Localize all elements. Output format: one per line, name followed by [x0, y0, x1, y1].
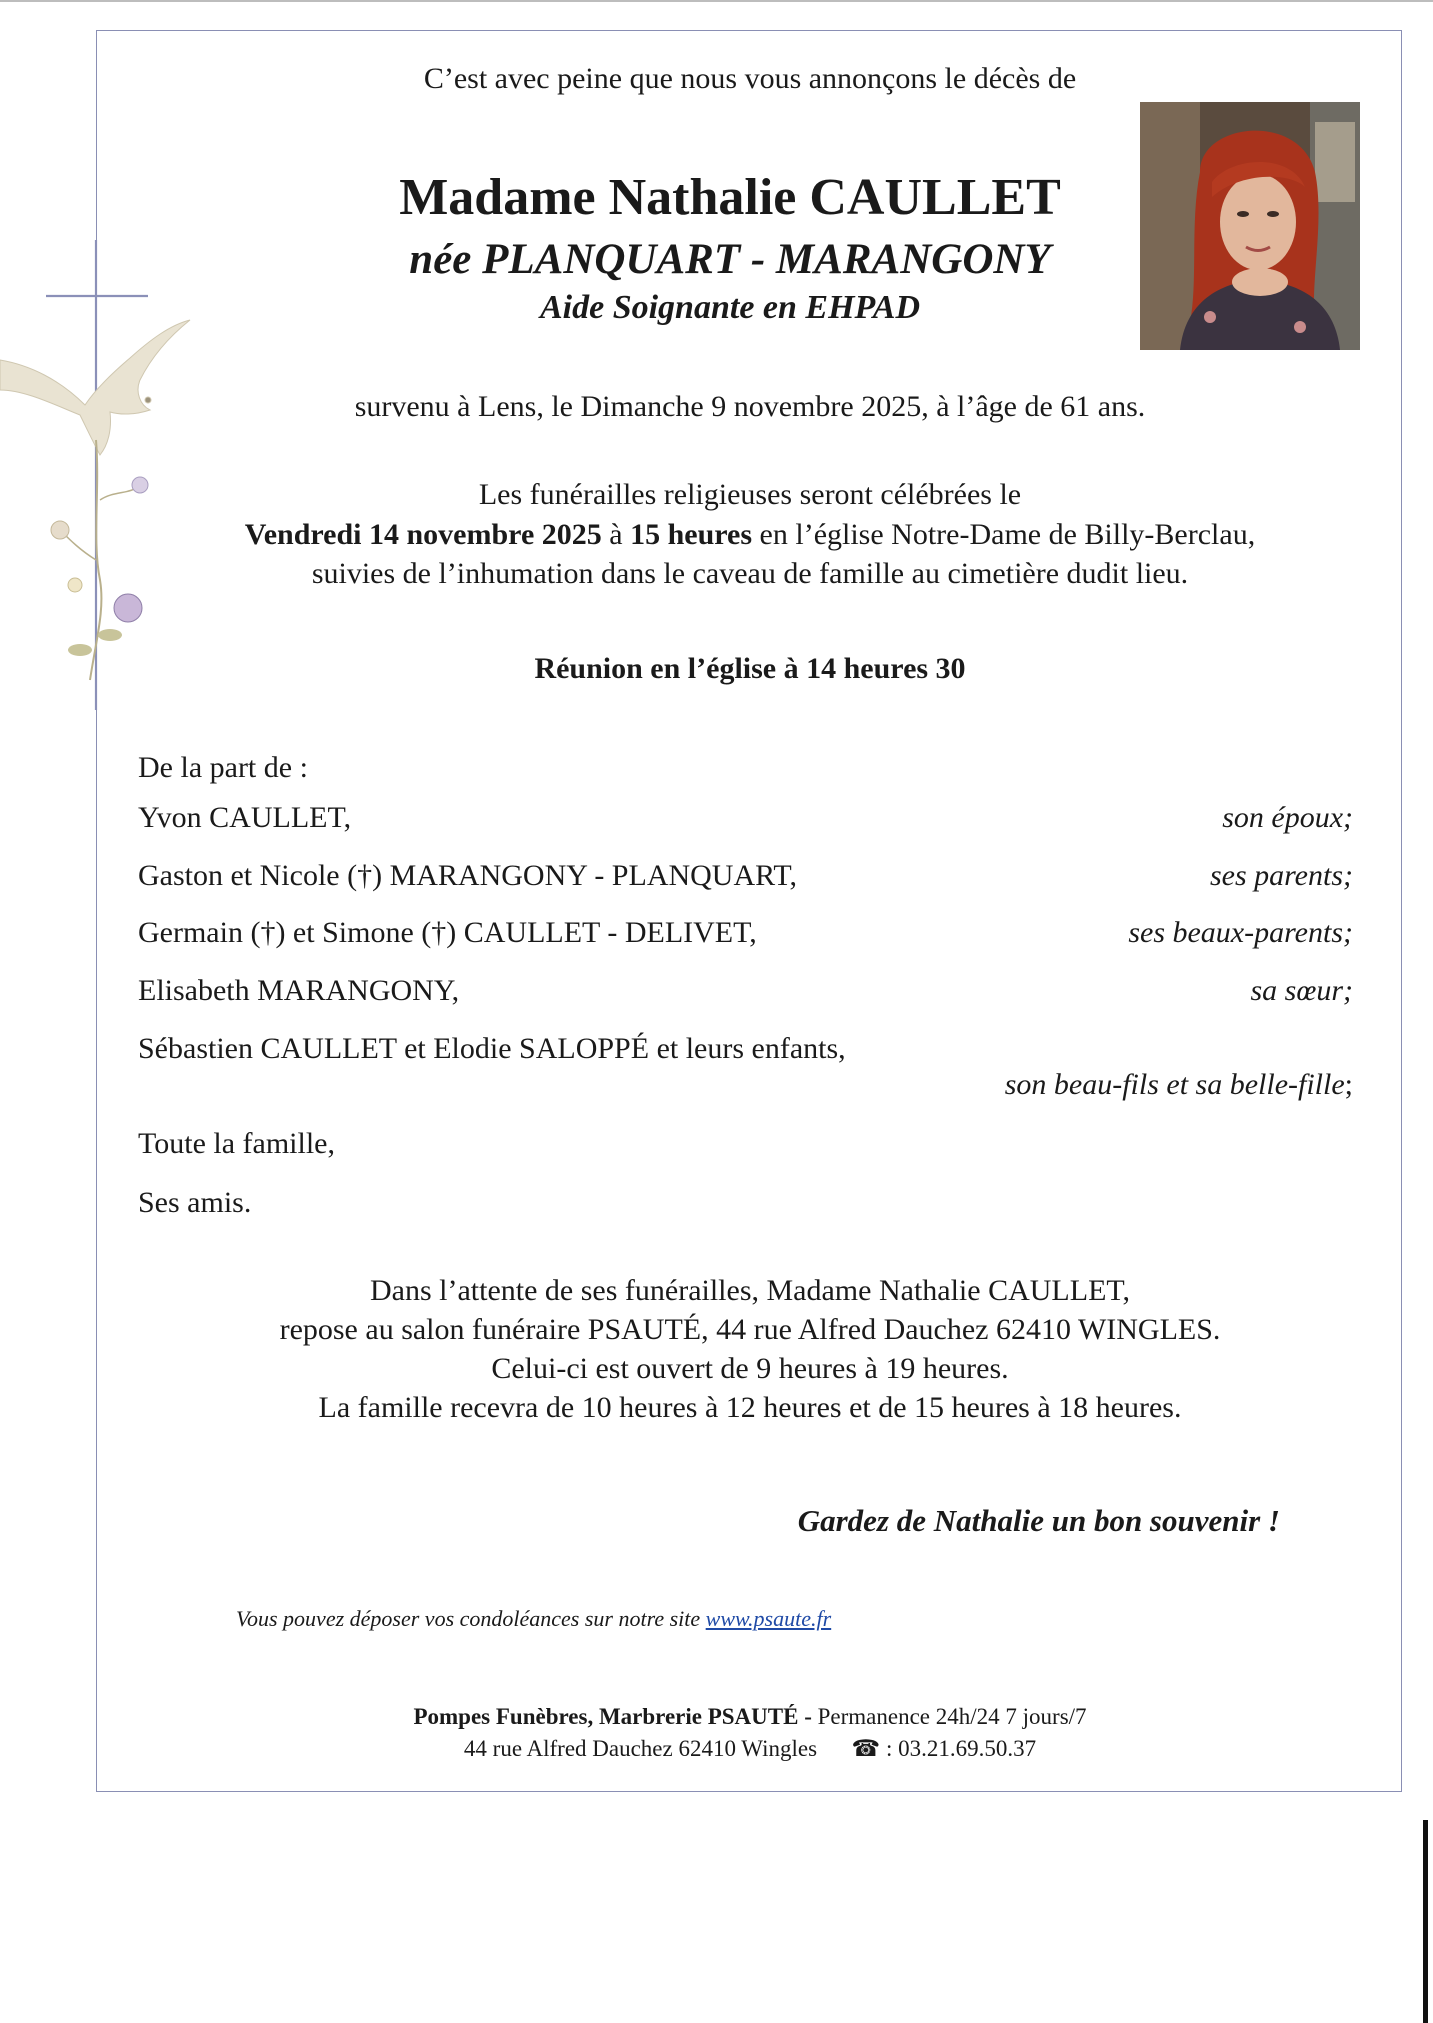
burial-notice: suivies de l’inhumation dans le caveau de famille au cimetière dudit lieu.	[311, 557, 1189, 590]
cross-dove-decoration	[0, 240, 200, 710]
family-member-name: Germain (†) et Simone (†) CAULLET - DELIVET,	[138, 916, 757, 949]
condolences-line	[236, 1606, 1136, 1632]
funeral-a: à	[609, 518, 623, 551]
family-intro: De la part de :	[138, 751, 308, 784]
family-row	[138, 916, 1353, 950]
portrait-photo	[1140, 102, 1360, 350]
funeral-date: Vendredi 14 novembre 2025	[244, 518, 602, 551]
footer-address-line	[200, 1736, 1300, 1762]
viewing-line-2: repose au salon funéraire PSAUTÉ, 44 rue Alfred Dauchez 62410 WINGLES.	[279, 1313, 1221, 1346]
family-member-relation: ses parents;	[1209, 859, 1353, 892]
phone-icon: ☎	[851, 1736, 881, 1761]
viewing-line-4: La famille recevra de 10 heures à 12 heures et de 15 heures à 18 heures.	[318, 1391, 1182, 1424]
family-member-relation: ses beaux-parents;	[1128, 916, 1353, 949]
permanence: Permanence 24h/24 7 jours/7	[817, 1704, 1087, 1729]
family-member-relation: son beau-fils et sa belle-fille;	[1004, 1068, 1353, 1101]
company-address: 44 rue Alfred Dauchez 62410 Wingles	[463, 1736, 818, 1761]
family-row	[138, 801, 1353, 835]
viewing-line-3: Celui-ci est ouvert de 9 heures à 19 heures.	[491, 1352, 1009, 1385]
funeral-intro: Les funérailles religieuses seront célébrées le	[478, 478, 1022, 511]
funeral-date-line	[100, 518, 1400, 552]
funeral-place: en l’église Notre-Dame de Billy-Berclau,	[759, 518, 1256, 551]
family-row	[138, 859, 1353, 893]
top-scan-line	[0, 0, 1433, 2]
family-row	[138, 1032, 1353, 1066]
maiden-name: née PLANQUART - MARANGONY	[409, 236, 1051, 283]
company-name: Pompes Funèbres, Marbrerie PSAUTÉ -	[413, 1704, 812, 1729]
website-link[interactable]: www.psaute.fr	[705, 1606, 832, 1631]
souvenir-message: Gardez de Nathalie un bon souvenir !	[797, 1503, 1280, 1538]
scan-edge-bar	[1423, 1820, 1428, 2023]
intro-text: C’est avec peine que nous vous annonçons le décès de	[423, 62, 1077, 95]
flower-sprig-icon	[51, 440, 148, 680]
deceased-name: Madame Nathalie CAULLET	[399, 169, 1061, 226]
family-member-name: Elisabeth MARANGONY,	[138, 974, 460, 1007]
death-notice: survenu à Lens, le Dimanche 9 novembre 2025, à l’âge de 61 ans.	[354, 390, 1146, 423]
friends: Ses amis.	[138, 1186, 252, 1219]
phone-number: : 03.21.69.50.37	[885, 1736, 1037, 1761]
profession: Aide Soignante en EHPAD	[539, 289, 921, 326]
family-member-relation: sa sœur;	[1250, 974, 1353, 1007]
family-member-name: Yvon CAULLET,	[138, 801, 352, 834]
family-member-name: Sébastien CAULLET et Elodie SALOPPÉ et leurs enfants,	[138, 1032, 846, 1065]
viewing-line-1: Dans l’attente de ses funérailles, Madame Nathalie CAULLET,	[369, 1274, 1130, 1307]
family-member-relation: son époux;	[1222, 801, 1353, 834]
funeral-time: 15 heures	[630, 518, 753, 551]
condolences-text: Vous pouvez déposer vos condoléances sur notre site	[236, 1606, 701, 1631]
church-meeting: Réunion en l’église à 14 heures 30	[534, 652, 966, 685]
family-all: Toute la famille,	[138, 1127, 335, 1160]
family-row	[138, 974, 1353, 1008]
footer-company-line	[200, 1704, 1300, 1730]
family-member-name: Gaston et Nicole (†) MARANGONY - PLANQUART,	[138, 859, 797, 892]
